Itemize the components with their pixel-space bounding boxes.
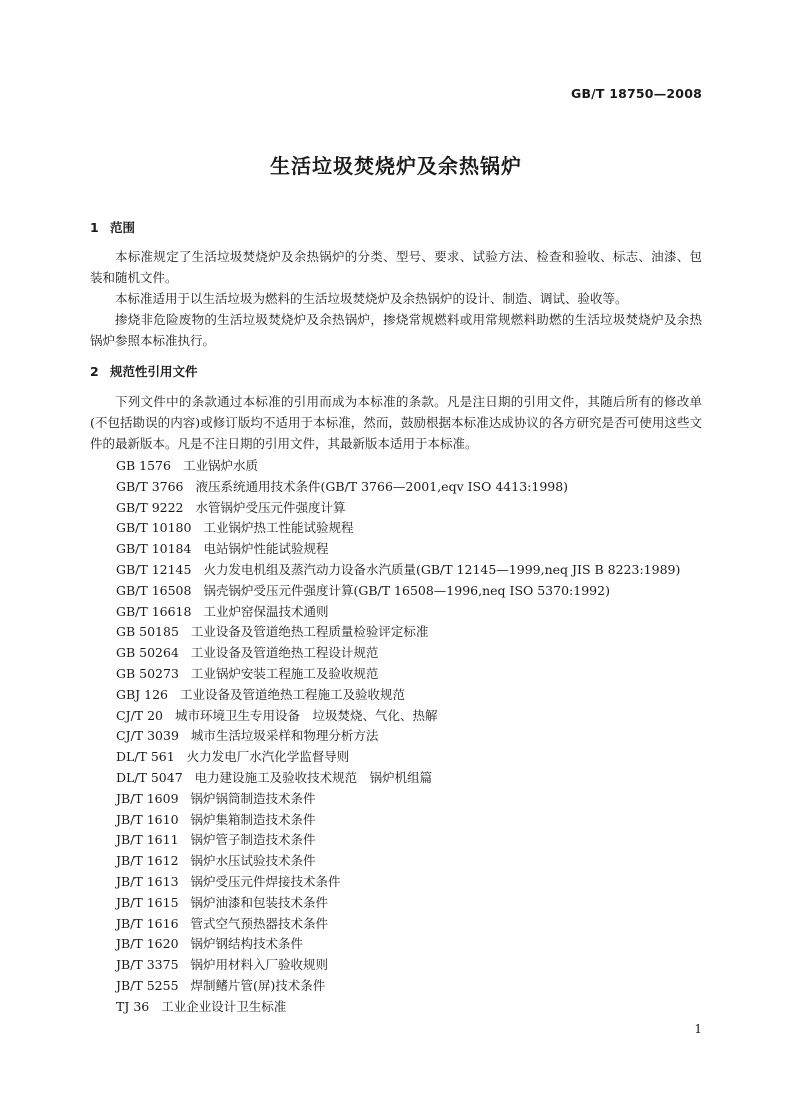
reference-item <box>116 560 680 581</box>
reference-title: 电站锅炉性能试验规程 <box>203 541 329 557</box>
reference-code: GB/T 16508 <box>116 582 192 598</box>
reference-code: GB 50273 <box>116 665 179 681</box>
reference-item <box>116 872 680 893</box>
reference-item <box>116 477 680 498</box>
reference-code: JB/T 1616 <box>116 915 179 931</box>
reference-code: JB/T 5255 <box>116 977 179 993</box>
reference-item <box>116 518 680 539</box>
section-1-title: 范围 <box>110 220 136 235</box>
reference-title: 液压系统通用技术条件(GB/T 3766—2001,eqv ISO 4413:1998) <box>195 478 569 494</box>
reference-item <box>116 685 680 706</box>
reference-title: 锅炉管子制造技术条件 <box>190 832 316 848</box>
reference-title: 锅炉钢结构技术条件 <box>190 936 304 952</box>
reference-code: JB/T 1613 <box>116 873 179 889</box>
reference-list <box>116 456 680 1018</box>
section-1-heading <box>90 218 135 236</box>
reference-title: 工业设备及管道绝热工程设计规范 <box>190 645 379 661</box>
reference-title: 锅炉锅筒制造技术条件 <box>190 790 316 806</box>
reference-code: JB/T 1620 <box>116 936 179 952</box>
reference-code: GB/T 3766 <box>116 478 184 494</box>
reference-code: GB 50264 <box>116 645 179 661</box>
reference-item <box>116 934 680 955</box>
reference-title: 焊制鳍片管(屏)技术条件 <box>190 977 326 993</box>
reference-item <box>116 914 680 935</box>
reference-item <box>116 830 680 851</box>
page-number: 1 <box>694 1022 702 1036</box>
reference-item <box>116 456 680 477</box>
reference-title: 锅炉用材料入厂验收规则 <box>190 957 329 973</box>
reference-item <box>116 955 680 976</box>
section-1-number: 1 <box>90 220 99 235</box>
reference-code: CJ/T 20 <box>116 707 164 723</box>
reference-item <box>116 581 680 602</box>
reference-title: 工业锅炉热工性能试验规程 <box>203 520 354 536</box>
reference-item <box>116 747 680 768</box>
reference-item <box>116 768 680 789</box>
reference-item <box>116 810 680 831</box>
reference-item <box>116 893 680 914</box>
reference-code: GB/T 9222 <box>116 499 184 515</box>
reference-code: GB/T 10184 <box>116 541 192 557</box>
reference-title: 工业锅炉水质 <box>182 458 258 473</box>
reference-title: 锅炉受压元件焊接技术条件 <box>190 873 341 889</box>
reference-title: 城市环境卫生专用设备 垃圾焚烧、气化、热解 <box>175 707 438 723</box>
reference-title: 水管锅炉受压元件强度计算 <box>195 499 346 515</box>
reference-title: 锅炉油漆和包装技术条件 <box>190 894 329 910</box>
reference-title: 锅炉集箱制造技术条件 <box>190 811 316 827</box>
reference-title: 电力建设施工及验收技术规范 锅炉机组篇 <box>194 769 433 785</box>
section-1-paragraph-1: 本标准规定了生活垃圾焚烧炉及余热锅炉的分类、型号、要求、试验方法、检查和验收、标志、油漆、包装和随机文件。 <box>90 249 702 285</box>
reference-code: DL/T 561 <box>116 749 175 765</box>
reference-code: JB/T 3375 <box>116 957 179 973</box>
reference-title: 工业设备及管道绝热工程施工及验收规范 <box>180 686 406 702</box>
reference-code: TJ 36 <box>116 998 150 1014</box>
reference-item <box>116 789 680 810</box>
reference-title: 管式空气预热器技术条件 <box>190 915 329 931</box>
reference-item <box>116 643 680 664</box>
reference-item <box>116 851 680 872</box>
section-2-heading <box>90 362 198 380</box>
reference-title: 锅炉水压试验技术条件 <box>190 853 316 869</box>
reference-title: 城市生活垃圾采样和物理分析方法 <box>190 728 379 744</box>
reference-item <box>116 976 680 997</box>
reference-title: 锅壳锅炉受压元件强度计算(GB/T 16508—1996,neq ISO 5370:1992) <box>203 582 610 598</box>
reference-code: DL/T 5047 <box>116 769 183 785</box>
document-code: GB/T 18750—2008 <box>570 86 702 101</box>
reference-code: JB/T 1609 <box>116 790 179 806</box>
reference-title: 工业企业设计卫生标准 <box>161 998 287 1014</box>
reference-item <box>116 602 680 623</box>
reference-item <box>116 622 680 643</box>
reference-item <box>116 706 680 727</box>
reference-code: JB/T 1611 <box>116 832 179 848</box>
reference-title: 工业锅炉安装工程施工及验收规范 <box>190 665 379 681</box>
reference-item <box>116 726 680 747</box>
section-2-intro: 下列文件中的条款通过本标准的引用而成为本标准的条款。凡是注日期的引用文件，其随后所有的修改单(不包括勘误的内容)或修订版均不适用于本标准，然而，鼓励根据本标准达成协议的各方研究是否可使用这些文件的最新版本。凡是不注日期的引用文件，其最新版本适用于本标准。 <box>90 394 702 451</box>
section-1-paragraph-2: 本标准适用于以生活垃圾为燃料的生活垃圾焚烧炉及余热锅炉的设计、制造、调试、验收等。 <box>115 291 628 306</box>
reference-item <box>116 498 680 519</box>
section-2-number: 2 <box>90 364 99 379</box>
reference-code: JB/T 1612 <box>116 853 179 869</box>
reference-code: JB/T 1615 <box>116 894 179 910</box>
section-1-paragraph-3: 掺烧非危险废物的生活垃圾焚烧炉及余热锅炉，掺烧常规燃料或用常规燃料助燃的生活垃圾焚烧炉及余热锅炉参照本标准执行。 <box>90 312 702 348</box>
section-2-title: 规范性引用文件 <box>110 364 198 379</box>
reference-code: JB/T 1610 <box>116 811 179 827</box>
reference-code: GBJ 126 <box>116 686 169 702</box>
reference-code: CJ/T 3039 <box>116 728 179 744</box>
reference-code: GB 50185 <box>116 624 179 640</box>
reference-item <box>116 997 680 1018</box>
reference-code: GB/T 12145 <box>116 561 192 577</box>
reference-title: 火力发电厂水汽化学监督导则 <box>186 749 350 765</box>
reference-code: GB 1576 <box>116 458 171 473</box>
reference-title: 火力发电机组及蒸汽动力设备水汽质量(GB/T 12145—1999,neq JIS B 8223:1989) <box>203 561 681 577</box>
reference-title: 工业炉窑保温技术通则 <box>203 603 329 619</box>
reference-code: GB/T 16618 <box>116 603 192 619</box>
reference-item <box>116 539 680 560</box>
document-title: 生活垃圾焚烧炉及余热锅炉 <box>270 154 522 178</box>
reference-title: 工业设备及管道绝热工程质量检验评定标准 <box>190 624 429 640</box>
reference-item <box>116 664 680 685</box>
reference-code: GB/T 10180 <box>116 520 192 536</box>
